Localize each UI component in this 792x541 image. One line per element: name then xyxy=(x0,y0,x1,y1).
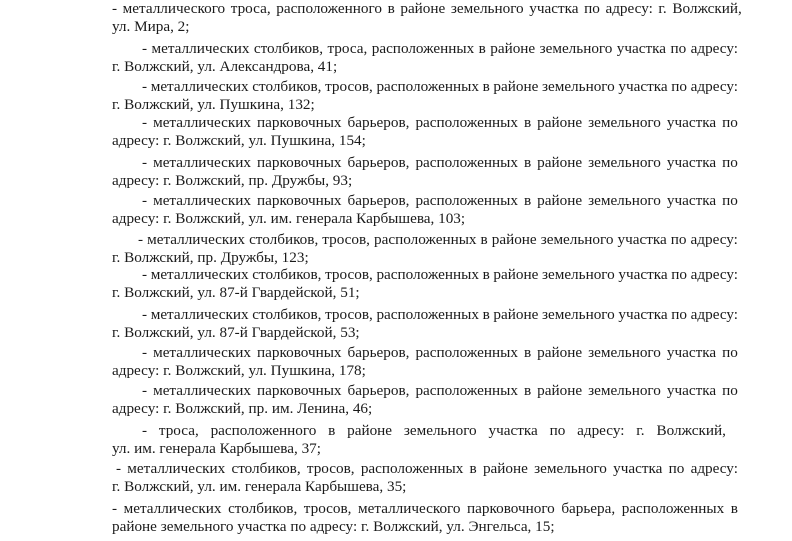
list-item-line1: - металлических столбиков, тросов, расположенных в районе земельного участка по адресу: xyxy=(142,306,738,323)
list-item-line1: - металлических столбиков, тросов, расположенных в районе земельного участка по адресу: xyxy=(142,78,738,95)
list-item-line2: адресу: г. Волжский, ул. Пушкина, 178; xyxy=(112,362,366,379)
list-item-line1: - металлических парковочных барьеров, расположенных в районе земельного участка по xyxy=(142,114,738,131)
list-item-line2: г. Волжский, ул. Пушкина, 132; xyxy=(112,96,315,113)
list-item-line2: г. Волжский, пр. Дружбы, 123; xyxy=(112,249,309,266)
list-item-line2: г. Волжский, ул. 87-й Гвардейской, 53; xyxy=(112,324,360,341)
list-item-line2: адресу: г. Волжский, пр. им. Ленина, 46; xyxy=(112,400,373,417)
list-item-line1: - металлических столбиков, тросов, металлического парковочного барьера, расположенных в xyxy=(112,500,738,517)
list-item-line1: - металлического троса, расположенного в районе земельного участка по адресу: г. Волжский, xyxy=(112,0,742,17)
list-item-line1: - металлических столбиков, троса, расположенных в районе земельного участка по адресу: xyxy=(142,40,738,57)
list-item-line2: г. Волжский, ул. 87-й Гвардейской, 51; xyxy=(112,284,360,301)
list-item-line2: районе земельного участка по адресу: г. Волжский, ул. Энгельса, 15; xyxy=(112,518,555,535)
list-item-line2: адресу: г. Волжский, ул. им. генерала Карбышева, 103; xyxy=(112,210,466,227)
list-item-line1: - металлических парковочных барьеров, расположенных в районе земельного участка по xyxy=(142,382,738,399)
list-item-line2: адресу: г. Волжский, ул. Пушкина, 154; xyxy=(112,132,366,149)
list-item-line1: - металлических парковочных барьеров, расположенных в районе земельного участка по xyxy=(142,154,738,171)
list-item-line1: - троса, расположенного в районе земельного участка по адресу: г. Волжский, xyxy=(142,422,726,439)
list-item-line1: - металлических столбиков, тросов, расположенных в районе земельного участка по адресу: xyxy=(138,231,738,248)
list-item-line1: - металлических парковочных барьеров, расположенных в районе земельного участка по xyxy=(142,192,738,209)
list-item-line1: - металлических столбиков, тросов, расположенных в районе земельного участка по адресу: xyxy=(142,266,738,283)
list-item-line2: ул. им. генерала Карбышева, 37; xyxy=(112,440,321,457)
list-item-line1: - металлических парковочных барьеров, расположенных в районе земельного участка по xyxy=(142,344,738,361)
list-item-line1: - металлических столбиков, тросов, расположенных в районе земельного участка по адресу: xyxy=(116,460,738,477)
list-item-line2: г. Волжский, ул. им. генерала Карбышева, 35; xyxy=(112,478,407,495)
list-item-line2: адресу: г. Волжский, пр. Дружбы, 93; xyxy=(112,172,353,189)
list-item-line2: ул. Мира, 2; xyxy=(112,18,190,35)
list-item-line2: г. Волжский, ул. Александрова, 41; xyxy=(112,58,338,75)
